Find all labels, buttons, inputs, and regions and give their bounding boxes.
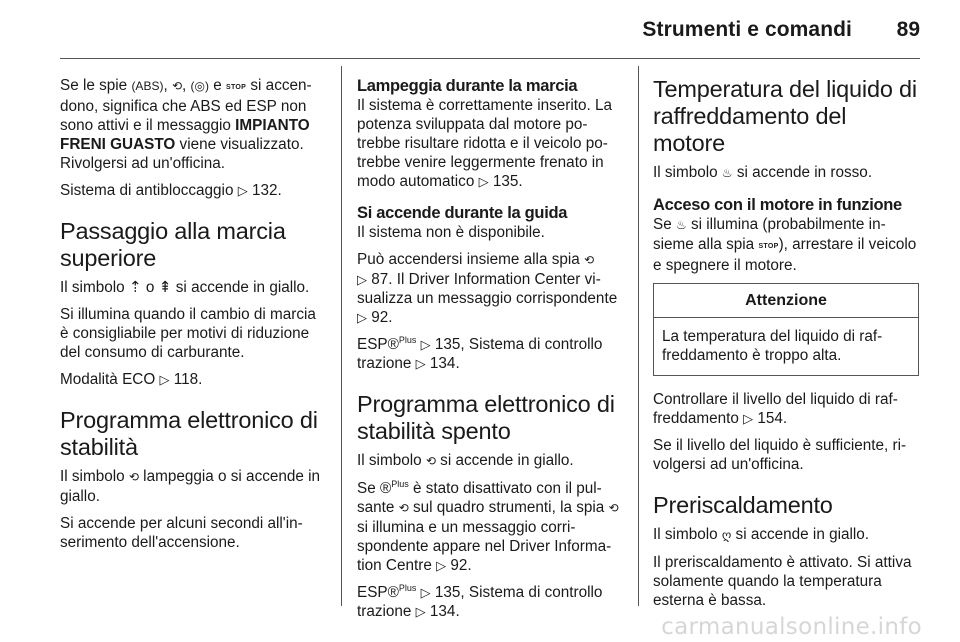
text: Il simbolo	[357, 452, 426, 469]
preheat-detail: Il preriscaldamento è attivato. Si attiva solamente quando la temperatura esterna è bassa.	[653, 554, 912, 609]
header-divider	[60, 58, 920, 59]
column-3	[653, 76, 919, 618]
heading-on-driving: Si accende durante la guida	[357, 204, 568, 222]
text: si accendono, significa che ABS ed ESP non sono attivi e il messaggio	[60, 77, 312, 134]
column-divider-1	[341, 66, 342, 606]
text: Il simbolo	[653, 526, 722, 543]
text: sul quadro strumenti, la spia	[408, 499, 609, 516]
preheat-paragraph	[653, 525, 919, 545]
text: 135, Sistema di controllo trazione	[357, 584, 603, 620]
coolant-temperature-icon: ♨	[721, 166, 733, 180]
text: 135, Sistema di controllo trazione	[357, 336, 603, 372]
text: ), arrestare il veicolo e spegnere il motore.	[653, 236, 917, 274]
glow-plug-icon: ღ	[721, 528, 732, 542]
text: ,	[182, 77, 191, 94]
text: Il sistema è correttamente inserito. La potenza sviluppata dal motore potrebbe risultare ridotta e il veicolo potrebbe venire leggermente frenato in modo automatico	[357, 97, 613, 190]
running-paragraph	[653, 215, 919, 275]
superscript: Plus	[391, 478, 409, 489]
text: si accende in rosso.	[732, 164, 873, 181]
text: si accende in giallo.	[731, 526, 870, 543]
page-ref-icon: ▷	[357, 272, 367, 287]
column-2	[357, 76, 623, 629]
warning-box-title: Attenzione	[654, 284, 918, 318]
heading-flash: Lampeggia durante la marcia	[357, 77, 578, 95]
esp-icon: ⟲	[171, 79, 183, 93]
esp-off-detail	[357, 479, 623, 575]
brake-system-icon: (◎)	[190, 79, 209, 93]
text: 92.	[367, 309, 393, 326]
esp-icon: ⟲	[584, 253, 595, 267]
text: 134.	[425, 355, 460, 372]
coolant-paragraph	[653, 163, 919, 183]
text: e	[208, 77, 226, 94]
page-ref-icon: ▷	[420, 337, 431, 352]
text: Può accendersi insieme alla spia	[357, 251, 585, 268]
flash-paragraph	[357, 96, 623, 191]
abs-reference	[60, 181, 325, 200]
bold-message: IMPIANTO FRENI GUASTO	[60, 117, 310, 153]
page-ref-icon: ▷	[478, 174, 489, 189]
page-ref-icon: ▷	[436, 558, 447, 573]
heading-esp-off: Programma elettronico di stabilità spento	[357, 391, 615, 444]
esp-paragraph	[60, 467, 325, 506]
text: 154.	[753, 410, 788, 427]
text: Il simbolo	[60, 279, 129, 296]
upshift-paragraph	[60, 278, 325, 297]
abs-warning-icon: (ABS)	[131, 79, 164, 93]
page-number: 89	[896, 18, 920, 41]
page-ref-icon: ▷	[415, 356, 426, 371]
heading-engine-running: Acceso con il motore in funzione	[653, 196, 902, 214]
text: Controllare il livello del liquido di raffreddamento	[653, 391, 898, 427]
esp-icon: ⟲	[128, 470, 139, 484]
check-level-paragraph	[653, 390, 919, 428]
text: Il simbolo	[60, 468, 129, 485]
text: si accende in giallo.	[171, 279, 310, 296]
warning-box	[653, 283, 919, 376]
on-paragraph: Il sistema non è disponibile.	[357, 224, 545, 241]
text: ESP®	[357, 336, 399, 353]
upshift-desc: Si illumina quando il cambio di marcia è consigliabile per motivi di riduzione del consumo di carburante.	[60, 306, 316, 361]
warning-box-text: La temperatura del liquido di raffreddamento è troppo alta.	[662, 328, 883, 364]
text: Se le spie	[60, 77, 132, 94]
heading-upshift: Passaggio alla marcia superiore	[60, 218, 286, 271]
text: 92.	[446, 557, 472, 574]
text: ,	[163, 77, 172, 94]
text: si illumina e un messaggio corrispondente appare nel Driver Information Centre	[357, 519, 612, 574]
text: Se	[653, 216, 676, 233]
page-ref-icon: ▷	[420, 585, 431, 600]
text: 132.	[247, 182, 282, 199]
heading-coolant: Temperatura del liquido di raffreddamento del motore	[653, 76, 917, 156]
text: Se ®	[357, 480, 392, 497]
text: lampeggia o si accende in giallo.	[60, 468, 321, 505]
heading-preheat: Preriscaldamento	[653, 492, 833, 518]
esp-plus-reference	[357, 335, 623, 373]
text: si accende in giallo.	[435, 452, 574, 469]
page-ref-icon: ▷	[159, 372, 170, 387]
esp-plus-reference-2	[357, 583, 623, 621]
text: 134.	[425, 603, 460, 620]
superscript: Plus	[398, 334, 417, 345]
esp-off-icon: ⟲	[398, 501, 409, 515]
coolant-temperature-icon: ♨	[675, 218, 687, 232]
text: ESP®	[357, 584, 399, 601]
text: è stato disattivato con il pulsante	[357, 480, 602, 516]
watermark: carmanualsonline.info	[661, 614, 922, 640]
level-ok-paragraph: Se il livello del liquido è sufficiente, rivolgersi ad un'officina.	[653, 437, 907, 473]
text: o	[141, 279, 159, 296]
page-ref-icon: ▷	[415, 604, 426, 619]
page-ref-icon: ▷	[743, 411, 754, 426]
esp-off-icon: ⟲	[608, 501, 619, 515]
text: si illumina (probabilmente insieme alla spia	[653, 216, 886, 253]
combined-paragraph	[357, 250, 623, 327]
stop-icon: STOP	[758, 243, 779, 250]
page-header-title: Strumenti e comandi	[642, 18, 852, 41]
esp-off-paragraph	[357, 451, 623, 471]
stop-icon: STOP	[226, 84, 247, 91]
upshift-double-arrow-icon: ⇞	[158, 279, 172, 296]
text: Sistema di antibloccaggio	[60, 182, 238, 199]
text: 87. Il Driver Information Center visualizza un messaggio corrispondente	[357, 271, 618, 307]
text: viene visualizzato. Rivolgersi ad un'officina.	[60, 136, 304, 172]
esp-off-icon: ⟲	[425, 454, 436, 468]
text: 118.	[169, 371, 203, 388]
text: Modalità ECO	[60, 371, 160, 388]
column-1	[60, 76, 325, 560]
text: 135.	[488, 173, 523, 190]
page-ref-icon: ▷	[237, 183, 248, 198]
text: Il simbolo	[653, 164, 722, 181]
superscript: Plus	[398, 582, 417, 593]
column-divider-2	[638, 66, 639, 606]
heading-esp: Programma elettronico di stabilità	[60, 407, 318, 460]
upshift-arrow-icon: ⇡	[128, 279, 142, 296]
abs-esp-paragraph	[60, 76, 325, 173]
eco-reference	[60, 370, 325, 389]
esp-ignition: Si accende per alcuni secondi all'inserimento dell'accensione.	[60, 515, 303, 551]
page-ref-icon: ▷	[357, 310, 367, 325]
